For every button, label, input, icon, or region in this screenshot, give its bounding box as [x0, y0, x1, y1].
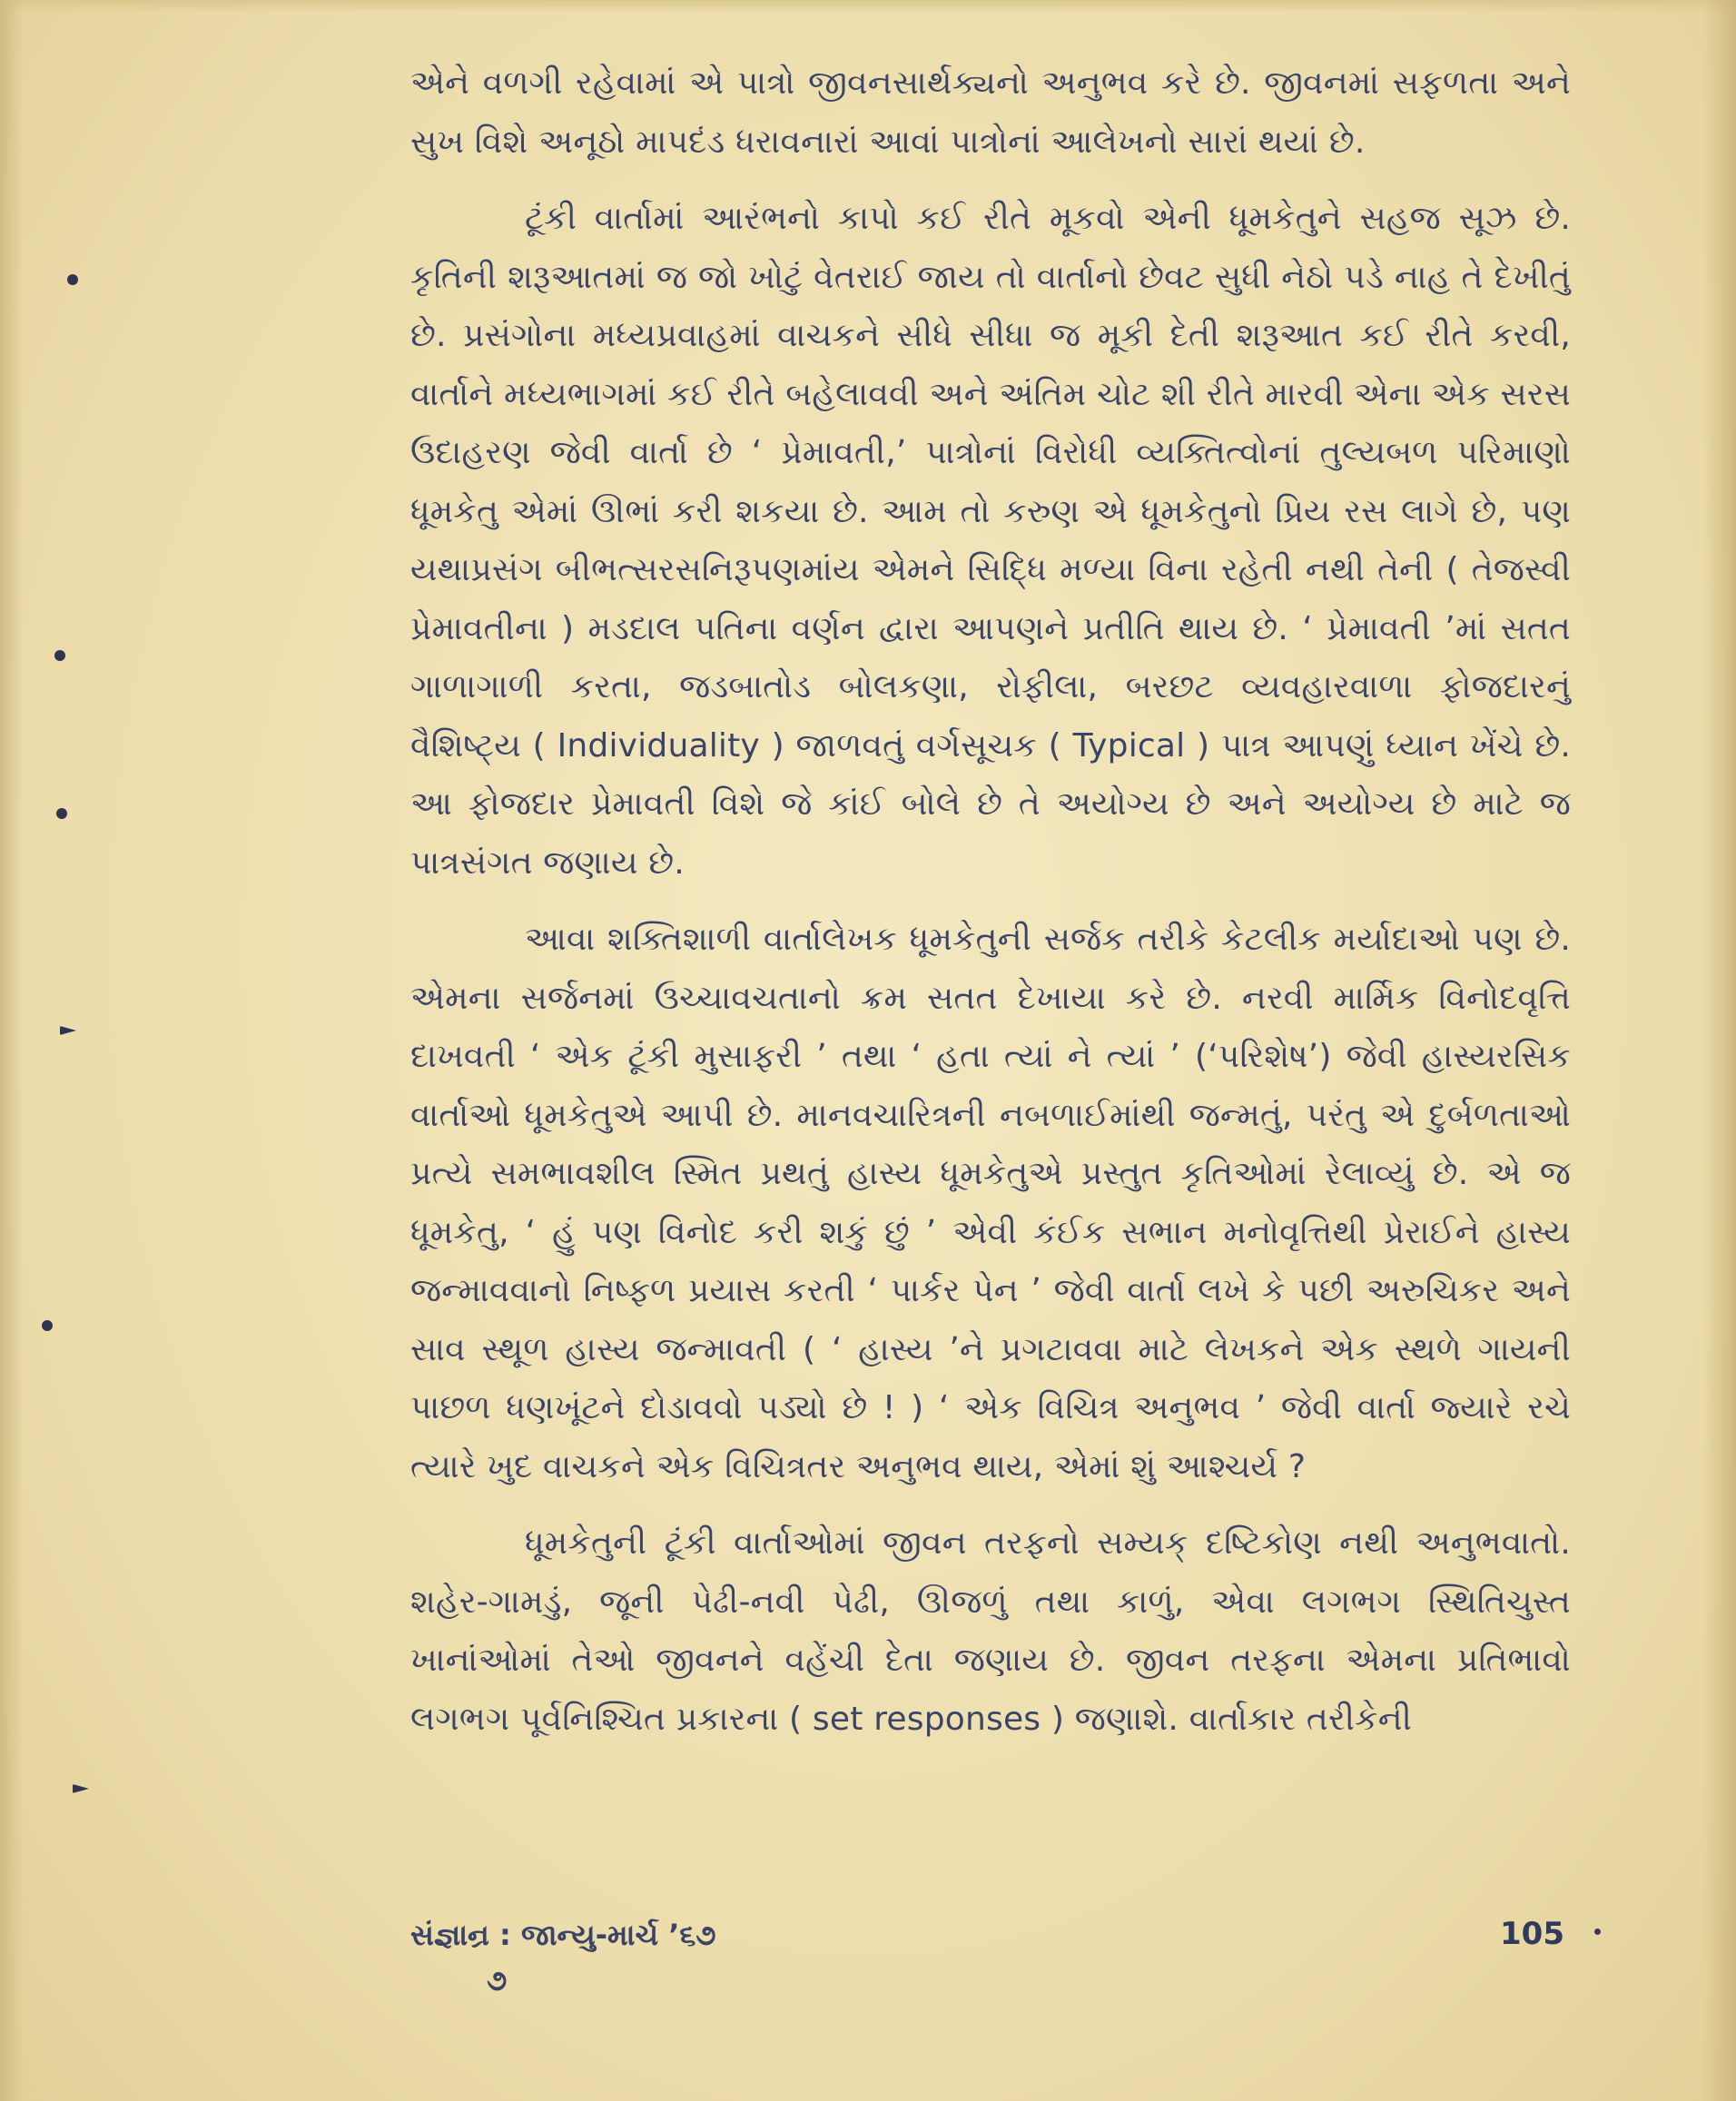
margin-mark: [54, 650, 65, 661]
paragraph-outlook: ધૂમકેતુની ટૂંકી વાર્તાઓમાં જીવન તરફનો સમ્યક્ દષ્ટિકોણ નથી અનુભવાતો. શહેર-ગામડું, જૂની પેઢી-નવી પેઢી, ઊજળું તથા કાળું, એવા લગભગ સ્થિતિચુસ્ત ખાનાંઓમાં તેઓ જીવનને વહેંચી દેતા જણાય છે. જીવન તરફના એમના પ્રતિભાવો લગભગ પૂર્વનિશ્ચિત પ્રકારના ( set responses ) જણાશે. વાર્તાકાર તરીકેની: [410, 1524, 1571, 1738]
paragraph-continuation: એને વળગી રહેવામાં એ પાત્રો જીવનસાર્થક્યનો અનુભવ કરે છે. જીવનમાં સફળતા અને સુખ વિશે અનૂઠો માપદંડ ધરાવનારાં આવાં પાત્રોનાં આલેખનો સારાં થયાં છે.: [410, 64, 1571, 161]
margin-arrow-mark: [60, 1026, 76, 1035]
page-left-shadow: [0, 0, 24, 2101]
folio-mark: ૭: [487, 1963, 508, 1997]
margin-arrow-mark: [73, 1784, 89, 1793]
paragraph-premavati: ટૂંકી વાર્તામાં આરંભનો કાપો કઈ રીતે મૂકવો એની ધૂમકેતુને સહજ સૂઝ છે. કૃતિની શરૂઆતમાં જ જો ખોટું વેતરાઈ જાય તો વાર્તાનો છેવટ સુધી નેઠો પડે નાહ તે દેખીતું છે. પ્રસંગોના મધ્યપ્રવાહમાં વાચકને સીધે સીધા જ મૂકી દેતી શરૂઆત કઈ રીતે કરવી, વાર્તાને મધ્યભાગમાં કઈ રીતે બહેલાવવી અને અંતિમ ચોટ શી રીતે મારવી એના એક સરસ ઉદાહરણ જેવી વાર્તા છે ‘ પ્રેમાવતી,’ પાત્રોનાં વિરોધી વ્યક્તિત્વોનાં તુલ્યબળ પરિમાણો ધૂમકેતુ એમાં ઊભાં કરી શકયા છે. આમ તો કરુણ એ ધૂમકેતુનો પ્રિય રસ લાગે છે, પણ યથાપ્રસંગ બીભત્સરસનિરૂપણમાંય એમને સિદ્ધિ મળ્યા વિના રહેતી નથી તેની ( તેજસ્વી પ્રેમાવતીના ) મડદાલ પતિના વર્ણન દ્વારા આપણને પ્રતીતિ થાય છે. ‘ પ્રેમાવતી ’માં સતત ગાળાગાળી કરતા, જડબાતોડ બોલકણા, રોફીલા, બરછટ વ્યવહારવાળા ફોજદારનું વૈશિષ્ટ્ય ( Individuality ) જાળવતું વર્ગસૂચક ( Typical ) પાત્ર આપણું ધ્યાન ખેંચે છે. આ ફોજદાર પ્રેમાવતી વિશે જે કાંઈ બોલે છે તે અયોગ્ય છે અને અયોગ્ય છે માટે જ પાત્રસંગત જણાય છે.: [410, 200, 1571, 882]
paragraph-limitations: આવા શક્તિશાળી વાર્તાલેખક ધૂમકેતુની સર્જક તરીકે કેટલીક મર્યાદાઓ પણ છે. એમના સર્જનમાં ઉચ્ચાવચતાનો ક્રમ સતત દેખાયા કરે છે. નરવી માર્મિક વિનોદવૃત્તિ દાખવતી ‘ એક ટૂંકી મુસાફરી ’ તથા ‘ હતા ત્યાં ને ત્યાં ’ (‘પરિશેષ’) જેવી હાસ્યરસિક વાર્તાઓ ધૂમકેતુએ આપી છે. માનવચારિત્રની નબળાઈમાંથી જન્મતું, પરંતુ એ દુર્બળતાઓ પ્રત્યે સમભાવશીલ સ્મિત પ્રથતું હાસ્ય ધૂમકેતુએ પ્રસ્તુત કૃતિઓમાં રેલાવ્યું છે. એ જ ધૂમકેતુ, ‘ હું પણ વિનોદ કરી શકું છું ’ એવી કંઈક સભાન મનોવૃત્તિથી પ્રેરાઈને હાસ્ય જન્માવવાનો નિષ્ફળ પ્રયાસ કરતી ‘ પાર્કર પેન ’ જેવી વાર્તા લખે કે પછી અરુચિકર અને સાવ સ્થૂળ હાસ્ય જન્માવતી ( ‘ હાસ્ય ’ને પ્રગટાવવા માટે લેખકને એક સ્થળે ગાયની પાછળ ધણખૂંટને દોડાવવો પડ્યો છે ! ) ‘ એક વિચિત્ર અનુભવ ’ જેવી વાર્તા જ્યારે રચે ત્યારે ખુદ વાચકને એક વિચિત્રતર અનુભવ થાય, એમાં શું આશ્ચર્ય ?: [410, 921, 1571, 1485]
page-top-shadow: [0, 0, 1736, 13]
margin-mark: [56, 808, 67, 819]
margin-mark: [42, 1320, 53, 1331]
page-number: 105: [1500, 1916, 1564, 1952]
journal-footer: સંજ્ઞાન્ર : જાન્યુ-માર્ચ ’૬૭: [410, 1918, 716, 1952]
page-right-shadow: [1703, 0, 1736, 2101]
article-body: [410, 54, 1571, 1749]
margin-mark: [67, 274, 78, 285]
page-number-dot: [1594, 1928, 1601, 1935]
